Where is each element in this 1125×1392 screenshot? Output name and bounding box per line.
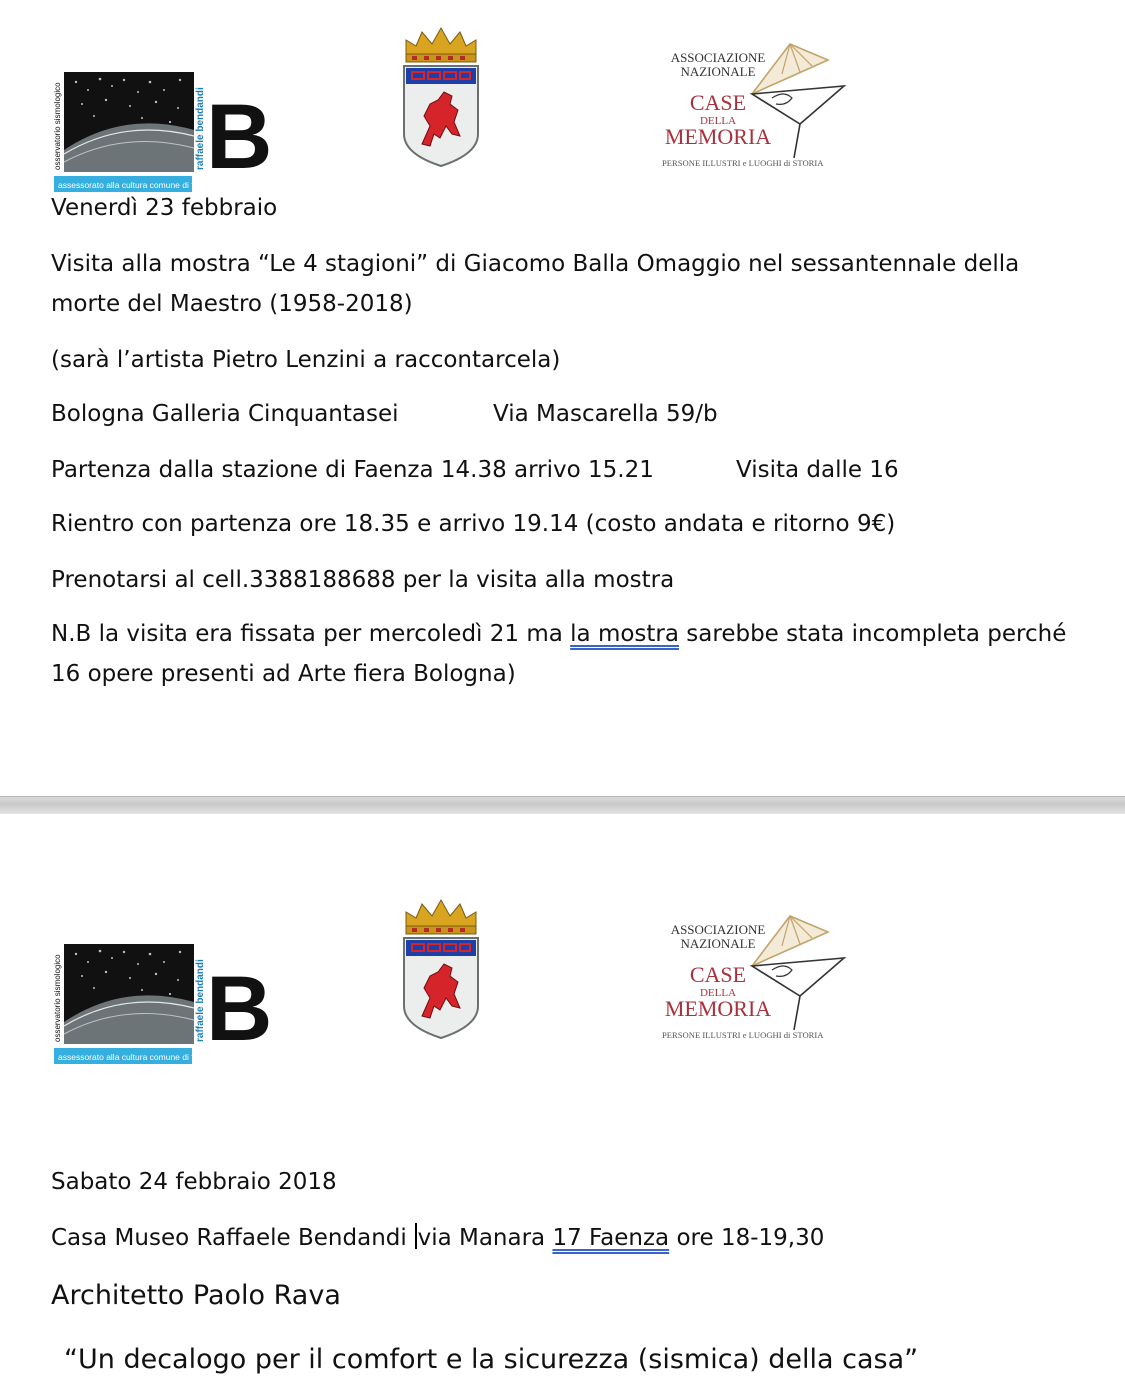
bendandi-vertical-text-1: osservatorio sismologico: [53, 82, 62, 170]
case-della-memoria-logo: [660, 912, 850, 1042]
cdm-line1: ASSOCIAZIONE: [670, 922, 766, 937]
bendandi-vertical-text-2: raffaele bendandi: [195, 87, 206, 170]
cdm-line2: NAZIONALE: [680, 936, 756, 951]
cdm-line2: NAZIONALE: [680, 64, 756, 79]
visit-description-line-2: morte del Maestro (1958-2018): [51, 291, 413, 317]
venue-street: via Manara: [417, 1225, 553, 1251]
note-text-b: sarebbe stata incompleta perché: [678, 621, 1067, 647]
gallery-name: Bologna Galleria Cinquantasei: [51, 401, 399, 427]
gallery-address: Via Mascarella 59/b: [493, 401, 718, 427]
artist-note: (sarà l’artista Pietro Lenzini a raccontarcela): [51, 347, 561, 373]
note-text-a: N.B la visita era fissata per mercoledì 21 ma: [51, 621, 571, 647]
booking-info: Prenotarsi al cell.3388188688 per la visita alla mostra: [51, 567, 675, 593]
cdm-case: CASE: [689, 962, 747, 987]
note-line-2: 16 opere presenti ad Arte fiera Bologna): [51, 661, 516, 687]
logo-row: [0, 26, 1125, 190]
document-page-2: [0, 814, 1125, 1392]
logo-row-2: [0, 898, 1125, 1062]
bendandi-logo: [53, 942, 273, 1068]
return-info: Rientro con partenza ore 18.35 e arrivo 19.14 (costo andata e ritorno 9€): [51, 511, 896, 537]
gallery-line: [51, 394, 718, 434]
venue-number-city: 17 Faenza: [552, 1225, 670, 1251]
page-separator: [0, 796, 1125, 816]
text-cursor: [415, 1223, 417, 1249]
cdm-tagline: PERSONE ILLUSTRI e LUOGHI di STORIA: [662, 1030, 824, 1040]
departure-info: Partenza dalla stazione di Faenza 14.38 arrivo 15.21: [51, 457, 654, 483]
note-underlined: la mostra: [570, 621, 679, 647]
visit-description-line-1: Visita alla mostra “Le 4 stagioni” di Giacomo Balla Omaggio nel sessantennale della: [51, 251, 1020, 277]
bendandi-letter-b: B: [206, 86, 273, 188]
cdm-case: CASE: [689, 90, 747, 115]
venue-name: Casa Museo Raffaele Bendandi: [51, 1225, 415, 1251]
faenza-crest-icon: [400, 898, 482, 1040]
speaker-name: Architetto Paolo Rava: [51, 1280, 341, 1311]
bendandi-vertical-text-1: osservatorio sismologico: [53, 954, 62, 1042]
bendandi-letter-b: B: [206, 958, 273, 1060]
bendandi-logo: [53, 70, 273, 196]
departure-line: [51, 450, 899, 490]
cdm-line1: ASSOCIAZIONE: [670, 50, 766, 65]
bendandi-bottom-bar: assessorato alla cultura comune di faenza: [58, 180, 217, 190]
venue-line: [51, 1218, 824, 1258]
bendandi-bottom-bar: assessorato alla cultura comune di faenza: [58, 1052, 217, 1062]
cdm-della: DELLA: [699, 987, 737, 999]
case-della-memoria-logo: [660, 40, 850, 170]
event-date: Venerdì 23 febbraio: [51, 195, 278, 221]
event-date-2: Sabato 24 febbraio 2018: [51, 1169, 337, 1195]
cdm-memoria: MEMORIA: [664, 996, 772, 1021]
visit-time: Visita dalle 16: [736, 457, 899, 483]
talk-title: “Un decalogo per il comfort e la sicurezza (sismica) della casa”: [64, 1344, 919, 1375]
venue-time: ore 18-19,30: [669, 1225, 825, 1251]
cdm-memoria: MEMORIA: [664, 124, 772, 149]
faenza-crest-icon: [400, 26, 482, 168]
note-line-1: [51, 614, 1066, 654]
bendandi-vertical-text-2: raffaele bendandi: [195, 959, 206, 1042]
cdm-della: DELLA: [699, 115, 737, 127]
cdm-tagline: PERSONE ILLUSTRI e LUOGHI di STORIA: [662, 158, 824, 168]
